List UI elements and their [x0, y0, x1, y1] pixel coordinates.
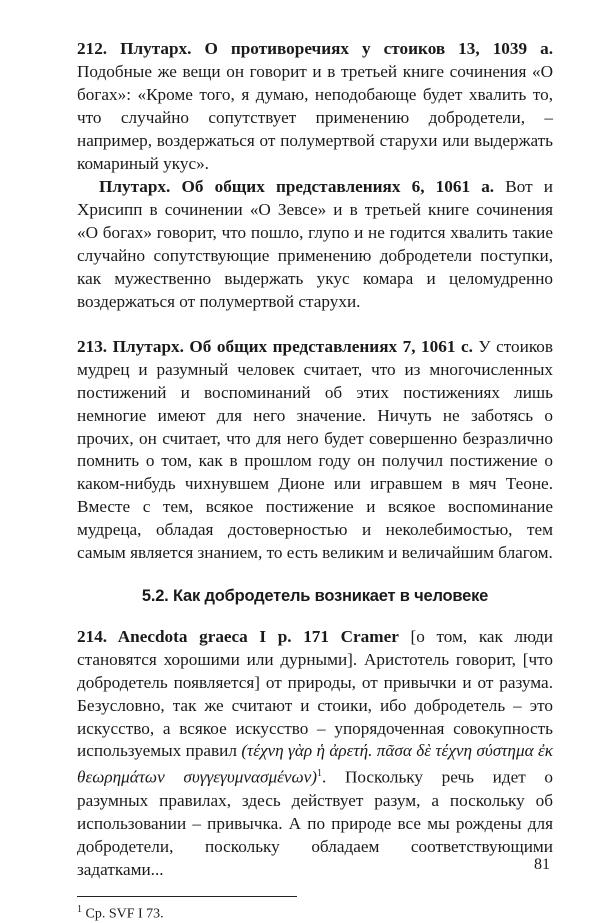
footnote-mark: 1: [77, 903, 82, 915]
entry-213-text: У стоиков мудрец и разумный человек считает, что из многочисленных постижений и воспоминаний об этих постижениях лишь немногие имеют для него значение. Ничуть не заботясь о прочих, он считает, что для него будет совершенно безразлично помнить о том, как в прошлом году он получил постижение о каком-нибудь чихнувшем Дионе или игравшем в мяч Теоне. Вместе с тем, всякое постижение и всякое воспоминание мудреца, обладая достоверностью и неколебимостью, тем самым является знанием, то есть великим и величайшим благом.: [77, 336, 554, 563]
entry-212b-paragraph: [77, 176, 553, 313]
entry-214-heading: 214. Anecdota graeca I p. 171 Cramer: [77, 626, 399, 646]
footnote-text: Ср. SVF I 73.: [85, 906, 164, 922]
page-body: [77, 38, 553, 923]
entry-212-heading: 212. Плутарх. О противоречиях у стоиков 13, 1039 a.: [77, 39, 553, 58]
entry-214-text-before: [о том, как люди становятся хорошими или дурными]. Аристотель говорит, [что добродетель появляется] от природы, от привычки и от разума. Безусловно, так же считают и стоики, ибо добродетель – это искусство, а всякое искусство – упорядоченная совокупность используемых правил: [77, 626, 554, 761]
entry-213-heading: 213. Плутарх. Об общих представлениях 7, 1061 c.: [77, 336, 473, 356]
entry-214-paragraph: [77, 626, 553, 882]
entry-212b-text: Вот и Хрисипп в сочинении «О Зевсе» и в третьей книге сочинения «О богах» говорит, что пошло, глупо и не годится хвалить такие случайно сопутствующие применению добродетели поступки, как мужественно выдержать укус комара и целомудренно воздержаться от полумертвой старухи.: [77, 177, 553, 311]
entry-213-paragraph: [77, 336, 553, 565]
entry-214-greek-quote: (τέχνη γὰρ ἡ ἀρετή. πᾶσα δὲ τέχνη σύστημα ἐκ θεωρημάτων συγγεγυμνασμένων): [77, 741, 553, 788]
footnote: [77, 901, 553, 923]
section-title: 5.2. Как добродетель возникает в человеке: [141, 586, 489, 605]
entry-212-text: Подобные же вещи он говорит и в третьей книге сочинения «О богах»: «Кроме того, я думаю, неподобающе будет хвалить то, что случайно сопутствует применению добродетели, – например, воздержаться от полумертвой старухи или выдержать комариный укус».: [77, 61, 553, 173]
entry-212b-heading: Плутарх. Об общих представлениях 6, 1061 a.: [99, 177, 495, 197]
entry-214-text-after: . Поскольку речь идет о разумных правилах, здесь действует разум, а поскольку об использовании – привычка. А по природе все мы рождены для добродетели, поскольку обладаем соответствующими задатками...: [77, 768, 553, 879]
footnote-reference[interactable]: 1: [317, 768, 322, 780]
footnote-divider: [77, 896, 297, 897]
page-number: 81: [534, 856, 550, 873]
entry-212-paragraph: [77, 38, 553, 175]
